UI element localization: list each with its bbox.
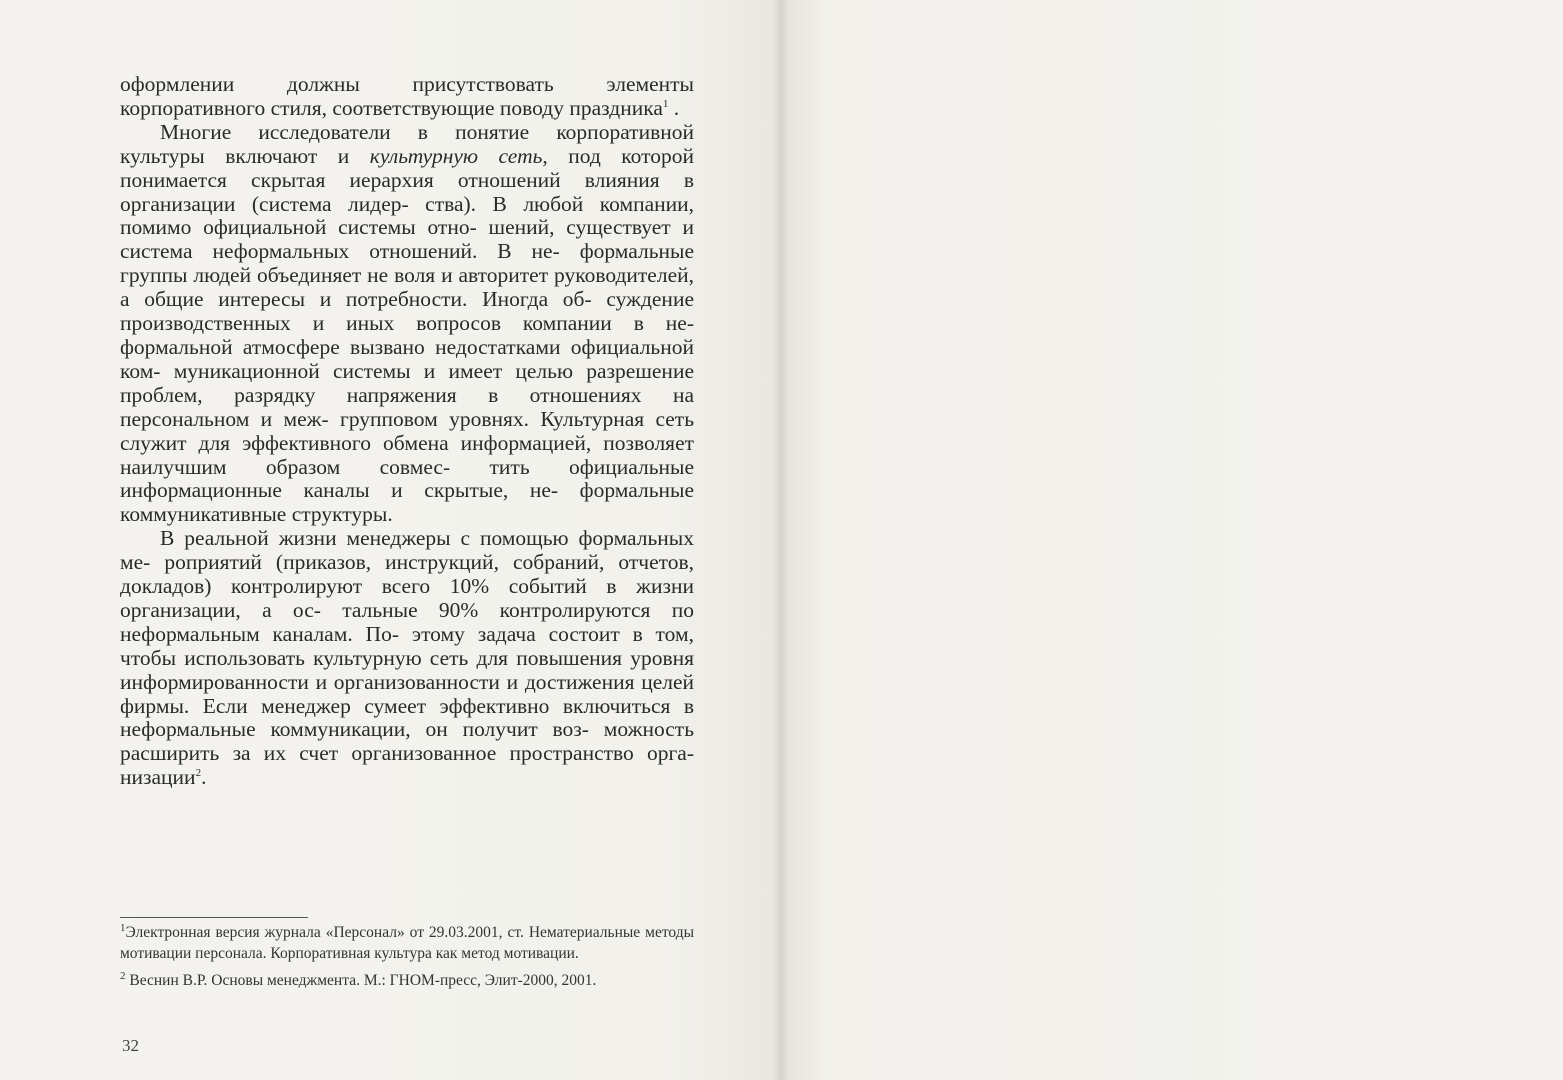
- text-line: тальные 90% контролируются по неформальным каналам. По-: [120, 597, 694, 646]
- text-line: руководителей, а общие интересы и потребности. Иногда об-: [120, 263, 695, 312]
- footnote-divider: [120, 917, 308, 918]
- text-line: контролируют всего 10% событий в жизни организации, а ос-: [120, 574, 694, 622]
- text-line: иерархия отношений влияния в организации (система лидер-: [120, 167, 695, 216]
- text-line: включиться в неформальные коммуникации, он получит воз-: [120, 693, 695, 742]
- text-line: .: [201, 765, 207, 790]
- page-number: 32: [122, 1036, 139, 1055]
- italic-term: культурную сеть: [369, 143, 543, 168]
- footnote-text: Электронная версия журнала «Персонал» от 29.03.2001, ст. Нематериальные методы мотивации персонала. Корпоративная культура как метод мотивации.: [120, 924, 694, 962]
- text-line: В реальной жизни менеджеры с помощью формальных ме-: [120, 526, 694, 575]
- text-line: можность расширить за их счет организованное пространство орга-: [120, 717, 695, 766]
- text-line: стиля, соответствующие поводу праздника: [270, 95, 663, 120]
- text-line: суждение производственных и иных вопросов компании в не-: [120, 287, 694, 336]
- paragraph: [120, 527, 694, 790]
- text-line: тить официальные информационные каналы и скрытые, не-: [120, 454, 695, 503]
- text-line: обмена информацией, позволяет наилучшим образом совмес-: [120, 430, 695, 479]
- footnote-mark: 2: [120, 969, 126, 982]
- book-gutter-shadow: [772, 0, 788, 1080]
- text-line: групповом уровнях. Культурная сеть служит для эффективного: [120, 406, 695, 455]
- text-line: ства). В любой компании, помимо официальной системы отно-: [120, 191, 695, 240]
- text-line: и достижения целей фирмы. Если менеджер сумеет эффективно: [120, 669, 695, 718]
- text-line: оформлении должны присутствовать элементы корпоративного: [120, 72, 694, 120]
- text-line: для повышения уровня информированности и организованности: [120, 645, 694, 694]
- left-page-body: [120, 73, 694, 790]
- text-line: роприятий (приказов, инструкций, собраний, отчетов, докладов): [120, 550, 695, 599]
- footnote: [120, 970, 694, 991]
- footnote-text: Веснин В.Р. Основы менеджмента. М.: ГНОМ-пресс, Элит-2000, 2001.: [129, 972, 597, 989]
- left-page: [0, 0, 780, 1080]
- text-line: , под которой понимается скрытая: [120, 143, 694, 192]
- text-line: разрядку напряжения в отношениях на персональном и меж-: [120, 382, 695, 431]
- paragraph: [120, 121, 694, 527]
- text-line: Многие исследователи в понятие корпоративной культуры: [120, 119, 694, 168]
- footnote-ref: 2: [195, 767, 202, 780]
- footnote-mark: 1: [120, 921, 126, 934]
- right-page: [780, 0, 1563, 1080]
- text-line: шений, существует и система неформальных отношений. В не-: [120, 215, 694, 264]
- text-line: формальные группы людей объединяет не воля и авторитет: [120, 239, 695, 288]
- left-footnotes: [120, 922, 694, 997]
- footnote-ref: 1: [662, 97, 669, 110]
- text-line: формальные коммуникативные структуры.: [120, 478, 694, 527]
- text-line: включают и: [225, 143, 370, 168]
- text-line: муникационной системы и имеет целью разрешение проблем,: [120, 358, 694, 407]
- text-line: низации: [120, 765, 196, 790]
- text-line: этому задача состоит в том, чтобы использовать культурную сеть: [120, 621, 694, 670]
- footnote: [120, 922, 694, 964]
- paragraph: оформлении должны присутствовать элементы корпоративного стиля, соответствующие поводу праздника$^1$ .: [120, 72, 694, 120]
- text-line: формальной атмосфере вызвано недостатками официальной ком-: [120, 334, 694, 383]
